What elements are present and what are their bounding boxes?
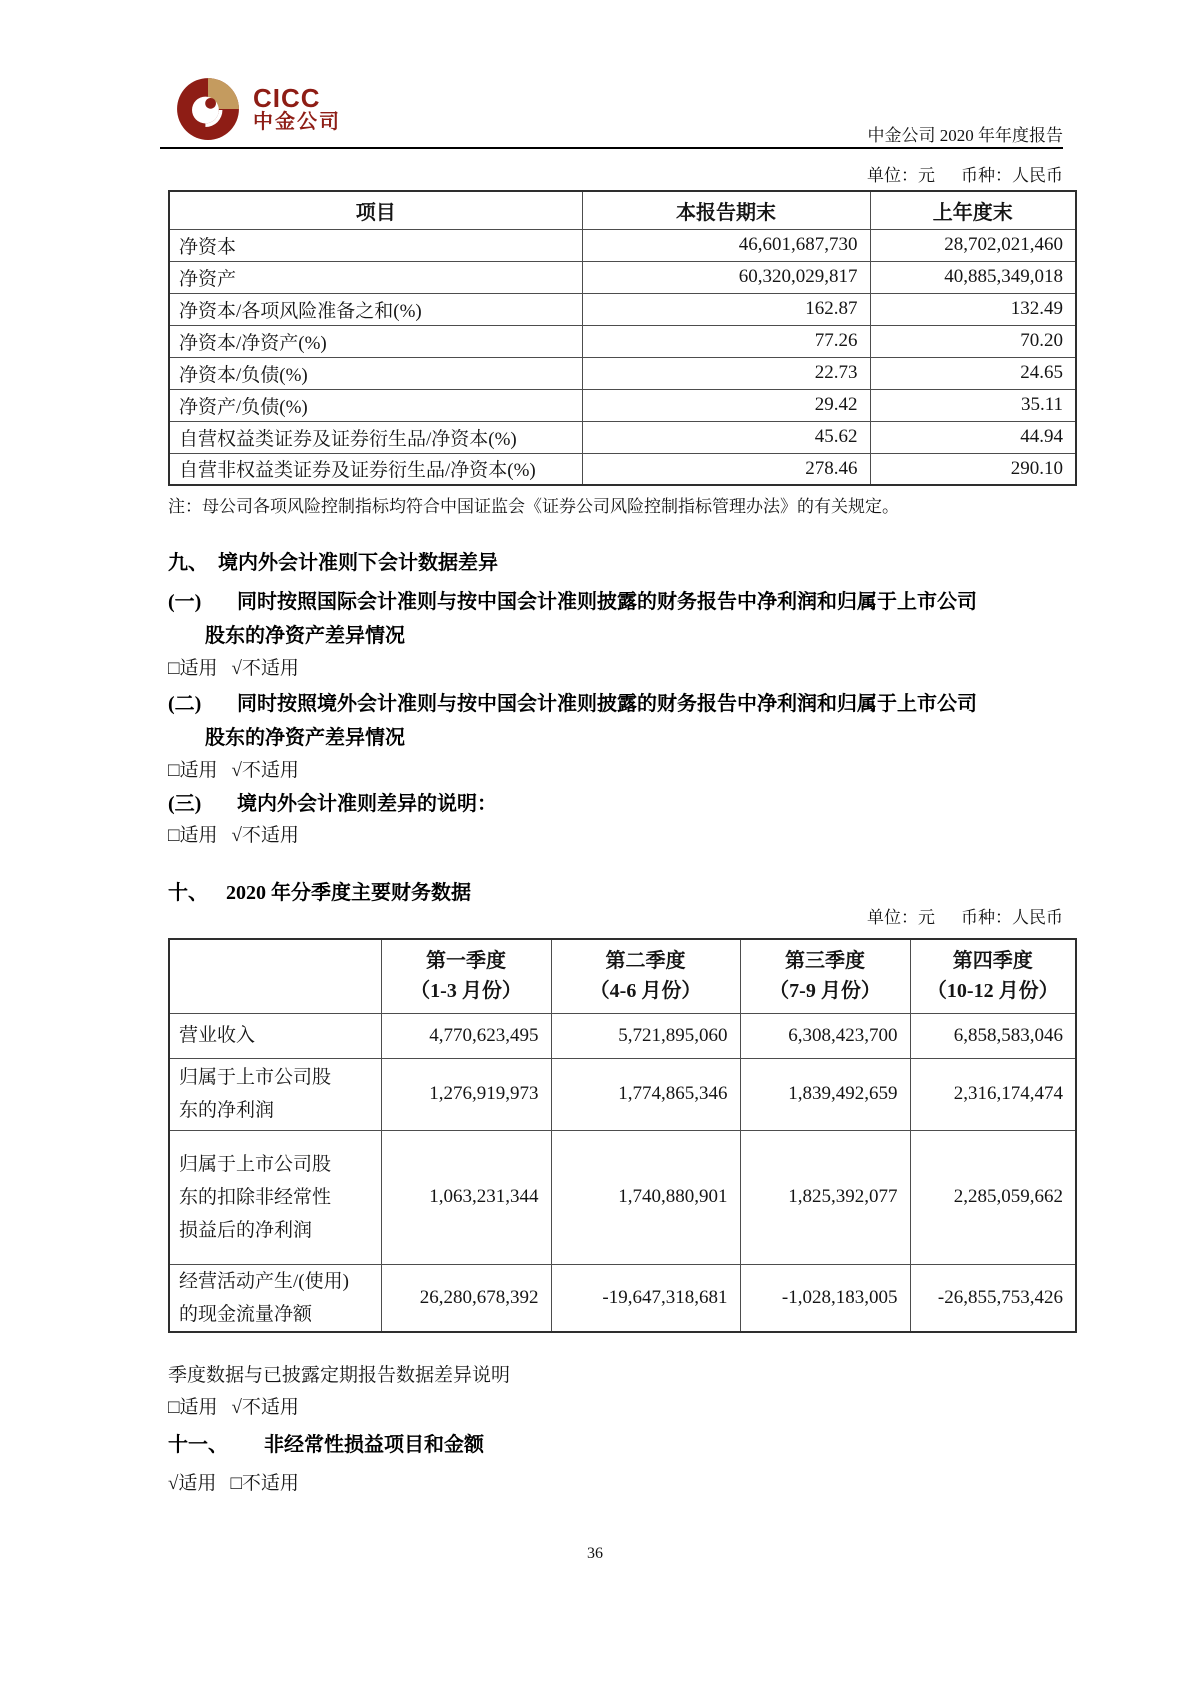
q2-value: 5,721,895,060 xyxy=(551,1013,740,1058)
table-row xyxy=(169,293,1076,325)
row-label: 经营活动产生/(使用) 的现金流量净额 xyxy=(169,1264,381,1332)
prior-value: 28,702,021,460 xyxy=(870,229,1076,261)
col-header-q2: 第二季度 （4-6 月份） xyxy=(551,939,740,1013)
row-label: 自营权益类证券及证券衍生品/净资本(%) xyxy=(169,421,582,453)
section-title-text: 非经常性损益项目和金额 xyxy=(264,1434,484,1456)
subsection-title-line: 股东的净资产差异情况 xyxy=(205,625,405,647)
logo-text-cn: 中金公司 xyxy=(253,111,341,134)
q2-value: 1,774,865,346 xyxy=(551,1058,740,1130)
prior-value: 40,885,349,018 xyxy=(870,261,1076,293)
currency-label: 币种：人民币 xyxy=(961,908,1063,927)
row-label: 净资产/负债(%) xyxy=(169,389,582,421)
table-row xyxy=(169,1058,1076,1130)
row-label: 净资本/净资产(%) xyxy=(169,325,582,357)
not-applicable-option: √不适用 xyxy=(231,825,299,846)
row-label: 归属于上市公司股 东的扣除非经常性 损益后的净利润 xyxy=(169,1130,381,1264)
table-header-row xyxy=(169,191,1076,229)
subsection-9-1-title xyxy=(168,585,1028,653)
risk-indicator-table xyxy=(168,190,1077,486)
q1-value: 1,276,919,973 xyxy=(381,1058,551,1130)
document-title: 中金公司 2020 年年度报告 xyxy=(867,126,1063,145)
current-value: 46,601,687,730 xyxy=(582,229,870,261)
section-11-title xyxy=(168,1428,484,1457)
q3-value: -1,028,183,005 xyxy=(740,1264,910,1332)
table-row xyxy=(169,421,1076,453)
table-row xyxy=(169,1264,1076,1332)
prior-value: 24.65 xyxy=(870,357,1076,389)
cicc-logo-icon xyxy=(175,76,241,142)
col-header-q3: 第三季度 （7-9 月份） xyxy=(740,939,910,1013)
applicability-line xyxy=(168,1392,299,1419)
q4-value: -26,855,753,426 xyxy=(910,1264,1076,1332)
currency-label: 币种：人民币 xyxy=(961,166,1063,185)
table-row xyxy=(169,1013,1076,1058)
table-row xyxy=(169,357,1076,389)
subsection-number: (三) xyxy=(168,793,202,815)
subsection-title-line: 同时按照境外会计准则与按中国会计准则披露的财务报告中净利润和归属于上市公司 xyxy=(237,693,977,715)
page-number: 36 xyxy=(587,1545,603,1562)
current-value: 162.87 xyxy=(582,293,870,325)
logo-wordmark xyxy=(253,82,341,134)
row-label: 归属于上市公司股 东的净利润 xyxy=(169,1058,381,1130)
col-header-item: 项目 xyxy=(169,191,582,229)
section-9-title xyxy=(168,546,498,575)
subsection-number: (一) xyxy=(168,591,202,613)
not-applicable-option: √不适用 xyxy=(231,658,299,679)
section-number: 十、 xyxy=(168,882,208,904)
unit-label: 单位：元 xyxy=(867,166,935,185)
row-label: 净资本/各项风险准备之和(%) xyxy=(169,293,582,325)
not-applicable-option: □不适用 xyxy=(230,1473,299,1494)
logo-text-en: CICC xyxy=(253,82,321,113)
applicable-option: □适用 xyxy=(168,658,218,679)
current-value: 60,320,029,817 xyxy=(582,261,870,293)
cicc-logo xyxy=(175,76,341,142)
subsection-title-line: 同时按照国际会计准则与按中国会计准则披露的财务报告中净利润和归属于上市公司 xyxy=(237,591,977,613)
quarterly-diff-note: 季度数据与已披露定期报告数据差异说明 xyxy=(168,1365,511,1386)
section-number: 九、 xyxy=(168,552,208,574)
prior-value: 132.49 xyxy=(870,293,1076,325)
section-title-text: 境内外会计准则下会计数据差异 xyxy=(218,552,498,574)
current-value: 45.62 xyxy=(582,421,870,453)
section-10-title xyxy=(168,876,471,905)
applicable-option: □适用 xyxy=(168,760,218,781)
q2-value: 1,740,880,901 xyxy=(551,1130,740,1264)
col-header-q1: 第一季度 （1-3 月份） xyxy=(381,939,551,1013)
q2-value: -19,647,318,681 xyxy=(551,1264,740,1332)
row-label: 自营非权益类证券及证券衍生品/净资本(%) xyxy=(169,453,582,485)
q4-value: 6,858,583,046 xyxy=(910,1013,1076,1058)
applicability-line xyxy=(168,653,299,680)
applicable-option: √适用 xyxy=(168,1473,217,1494)
table-footnote: 注：母公司各项风险控制指标均符合中国证监会《证券公司风险控制指标管理办法》的有关规定。 xyxy=(168,497,899,516)
prior-value: 35.11 xyxy=(870,389,1076,421)
col-header-prior-year: 上年度末 xyxy=(870,191,1076,229)
q3-value: 1,825,392,077 xyxy=(740,1130,910,1264)
table-row xyxy=(169,389,1076,421)
section-title-text: 2020 年分季度主要财务数据 xyxy=(226,882,471,904)
subsection-9-3-title xyxy=(168,787,1028,821)
row-label: 营业收入 xyxy=(169,1013,381,1058)
prior-value: 290.10 xyxy=(870,453,1076,485)
table-row xyxy=(169,325,1076,357)
q3-value: 1,839,492,659 xyxy=(740,1058,910,1130)
unit-currency-line xyxy=(867,161,1063,186)
row-label: 净资本 xyxy=(169,229,582,261)
table-row xyxy=(169,229,1076,261)
subsection-9-2-title xyxy=(168,687,1028,755)
prior-value: 44.94 xyxy=(870,421,1076,453)
subsection-title-line: 境内外会计准则差异的说明： xyxy=(237,793,497,815)
col-header-q4: 第四季度 （10-12 月份） xyxy=(910,939,1076,1013)
table-row xyxy=(169,1130,1076,1264)
q4-value: 2,285,059,662 xyxy=(910,1130,1076,1264)
section-number: 十一、 xyxy=(168,1434,228,1456)
not-applicable-option: √不适用 xyxy=(231,760,299,781)
q1-value: 4,770,623,495 xyxy=(381,1013,551,1058)
table-row xyxy=(169,261,1076,293)
quarterly-data-table xyxy=(168,938,1077,1333)
current-value: 77.26 xyxy=(582,325,870,357)
not-applicable-option: √不适用 xyxy=(231,1397,299,1418)
current-value: 29.42 xyxy=(582,389,870,421)
empty-corner-cell xyxy=(169,939,381,1013)
header-rule xyxy=(160,147,1063,149)
table-header-row xyxy=(169,939,1076,1013)
q3-value: 6,308,423,700 xyxy=(740,1013,910,1058)
row-label: 净资产 xyxy=(169,261,582,293)
q1-value: 26,280,678,392 xyxy=(381,1264,551,1332)
unit-label: 单位：元 xyxy=(867,908,935,927)
applicability-line xyxy=(168,820,299,847)
subsection-number: (二) xyxy=(168,693,202,715)
unit-currency-line xyxy=(867,903,1063,928)
q4-value: 2,316,174,474 xyxy=(910,1058,1076,1130)
prior-value: 70.20 xyxy=(870,325,1076,357)
applicability-line xyxy=(168,755,299,782)
current-value: 278.46 xyxy=(582,453,870,485)
applicability-line xyxy=(168,1468,299,1495)
table-row xyxy=(169,453,1076,485)
applicable-option: □适用 xyxy=(168,825,218,846)
subsection-title-line: 股东的净资产差异情况 xyxy=(205,727,405,749)
applicable-option: □适用 xyxy=(168,1397,218,1418)
q1-value: 1,063,231,344 xyxy=(381,1130,551,1264)
col-header-current-period: 本报告期末 xyxy=(582,191,870,229)
current-value: 22.73 xyxy=(582,357,870,389)
row-label: 净资本/负债(%) xyxy=(169,357,582,389)
